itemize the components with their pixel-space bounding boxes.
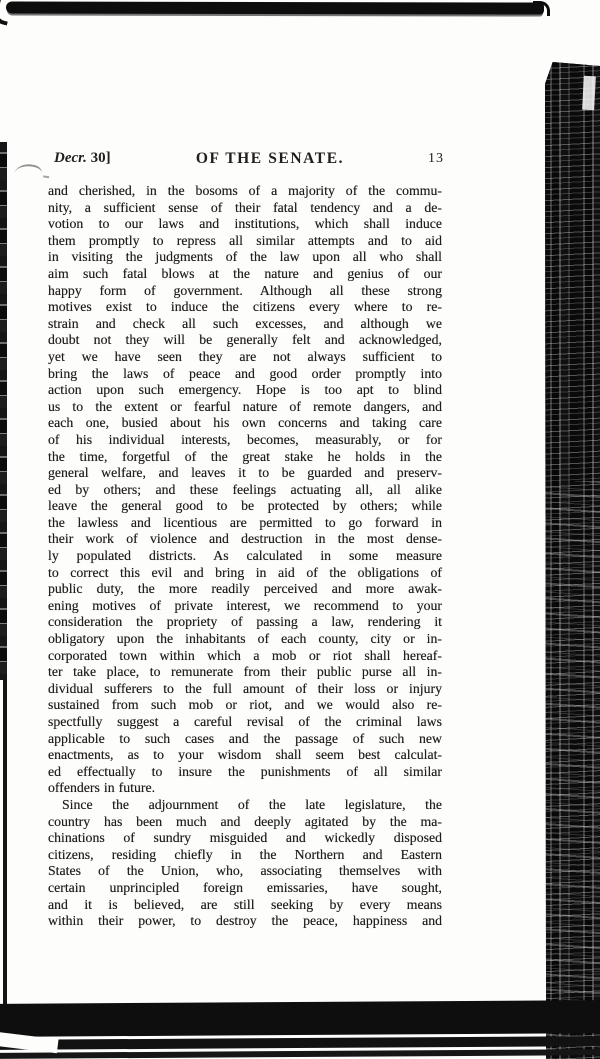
- book-page-edges-band: [545, 62, 600, 1059]
- text-line: happy form of government. Although all these strong: [48, 282, 442, 298]
- scan-left-edge-line: [3, 676, 7, 1006]
- text-line: yet we have seen they are not always sufficient to: [48, 348, 442, 364]
- text-line: corporated town within which a mob or riot shall hereaf-: [48, 647, 442, 663]
- running-header: [48, 150, 444, 170]
- bottom-band-stripe: [0, 1036, 600, 1050]
- text-line: nity, a sufficient sense of their fatal tendency and a de-: [48, 199, 442, 215]
- text-line: to correct this evil and bring in aid of the obligations of: [48, 564, 442, 580]
- text-line: bring the laws of peace and good order promptly into: [48, 365, 442, 381]
- text-line: public duty, the more readily perceived and more awak-: [48, 581, 442, 597]
- text-line: the time, forgetful of the great stake he holds in the: [48, 448, 442, 464]
- text-line: us to the extent or fearful nature of remote dangers, and: [48, 398, 442, 414]
- text-line: within their power, to destroy the peace, happiness and: [48, 913, 442, 929]
- text-line: the lawless and licentious are permitted to go forward in: [48, 514, 442, 530]
- text-line: States of the Union, who, associating themselves with: [48, 863, 442, 879]
- text-line: motives exist to induce the citizens every where to re-: [48, 299, 442, 315]
- header-date: [54, 150, 111, 167]
- text-line: and cherished, in the bosoms of a majority of the commu-: [48, 183, 442, 198]
- bottom-band-stripe: [0, 1049, 600, 1059]
- text-line: in visiting the judgments of the law upon all who shall: [48, 249, 442, 265]
- text-line: them promptly to repress all similar attempts and to aid: [48, 232, 442, 248]
- text-line: votion to our laws and institutions, which shall induce: [48, 216, 442, 232]
- text-line: consideration the propriety of passing a law, rendering it: [48, 614, 442, 630]
- text-line: ed by others; and these feelings actuating all, all alike: [48, 481, 442, 497]
- text-line: ter take place, to remunerate from their public purse all in-: [48, 664, 442, 680]
- scan-left-edge-strip: [0, 142, 7, 680]
- text-line: general welfare, and leaves it to be guarded and preserv-: [48, 465, 442, 481]
- text-line: offenders in future.: [48, 780, 156, 796]
- text-line: dividual sufferers to the full amount of their loss or injury: [48, 680, 442, 696]
- scan-top-edge-hook: [533, 1, 550, 16]
- text-line: citizens, residing chiefly in the Northern and Eastern: [48, 846, 442, 862]
- scan-top-edge-band: [6, 1, 544, 14]
- text-line: aim such fatal blows at the nature and genius of our: [48, 265, 442, 281]
- text-line: spectfully suggest a careful revisal of the criminal laws: [48, 714, 442, 729]
- text-line: ening motives of private interest, we recommend to your: [48, 597, 442, 613]
- scan-bottom-edge-band: [0, 1000, 600, 1059]
- header-date-month: Decr.: [54, 150, 87, 166]
- text-line: obligatory upon the inhabitants of each county, city or in-: [48, 631, 442, 647]
- body-text-column: [48, 183, 442, 930]
- page-number: 13: [428, 151, 444, 166]
- header-date-day: 30]: [86, 150, 111, 166]
- text-line: their work of violence and destruction in the most dense-: [48, 531, 442, 547]
- text-line: ly populated districts. As calculated in some measure: [48, 548, 442, 564]
- text-line: doubt not they will be generally felt and acknowledged,: [48, 332, 442, 348]
- text-line: action upon such emergency. Hope is too apt to blind: [48, 382, 442, 398]
- pen-squiggle-mark: [14, 162, 43, 178]
- text-line: strain and check all such excesses, and although we: [48, 315, 442, 331]
- text-line: applicable to such cases and the passage of such new: [48, 730, 442, 746]
- text-line: certain unprincipled foreign emissaries, have sought,: [48, 879, 442, 895]
- bottom-band-stripe: [0, 1000, 600, 1037]
- text-line: each one, busied about his own concerns and taking care: [48, 415, 442, 431]
- text-line: and it is believed, are still seeking by every means: [48, 896, 442, 912]
- text-line: leave the general good to be protected by others; while: [48, 498, 442, 514]
- text-line: ed effectually to insure the punishments of all similar: [48, 763, 442, 779]
- band-white-notch: [582, 76, 596, 111]
- header-title: OF THE SENATE.: [195, 150, 345, 167]
- text-line: sustained from such mob or riot, and we would also re-: [48, 697, 442, 713]
- text-line: chinations of sundry misguided and wickedly disposed: [48, 830, 442, 846]
- text-line: Since the adjournment of the late legislature, the: [62, 796, 442, 812]
- text-line: of his individual interests, becomes, measurably, or for: [48, 431, 442, 447]
- text-line: country has been much and deeply agitated by the ma-: [48, 813, 442, 829]
- text-line: enactments, as to your wisdom shall seem best calculat-: [48, 747, 442, 763]
